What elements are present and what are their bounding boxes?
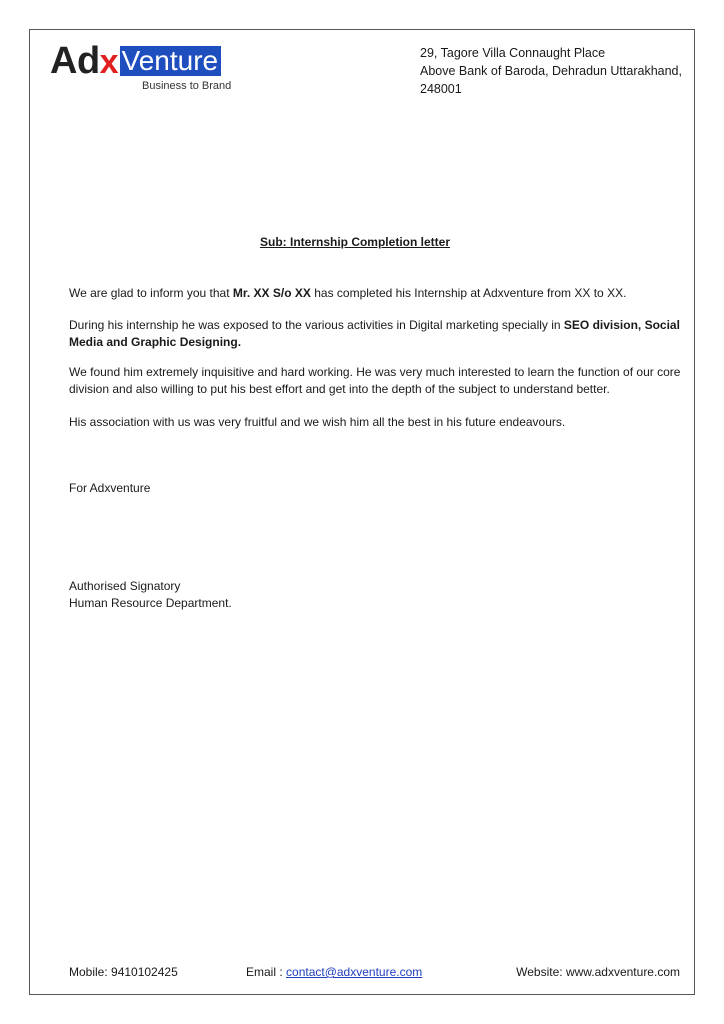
page-border: [29, 29, 695, 995]
footer-website: Website: www.adxventure.com: [516, 965, 680, 979]
email-label: Email :: [246, 965, 287, 979]
address-line-1: 29, Tagore Villa Connaught Place: [420, 46, 606, 60]
email-link[interactable]: contact@adxventure.com: [286, 965, 423, 979]
logo-tagline: Business to Brand: [142, 80, 232, 92]
signatory-department: Human Resource Department.: [69, 596, 232, 610]
exposure-divisions: SEO division, Social Media and Graphic Designing.: [69, 318, 680, 349]
letter-subject: Sub: Internship Completion letter: [259, 235, 450, 249]
logo-ad-text: Ad: [50, 40, 100, 82]
paragraph-performance: We found him extremely inquisitive and hard working. He was very much interested to learn the function of our core division and also willing to put his best effort and get into the depth of the subject to understand better.: [69, 365, 681, 396]
exposure-text: During his internship he was exposed to the various activities in Digital marketing specially in: [69, 318, 564, 332]
closing-line: For Adxventure: [69, 481, 151, 495]
paragraph-wishes: His association with us was very fruitful and we wish him all the best in his future endeavours.: [69, 415, 566, 429]
footer-mobile: Mobile: 9410102425: [69, 965, 178, 979]
logo-wordmark: [50, 41, 221, 81]
signatory-title: Authorised Signatory: [69, 579, 181, 593]
signatory-block: [69, 578, 691, 612]
paragraph-exposure: [69, 317, 691, 351]
address-line-3: 248001: [420, 82, 462, 96]
logo-x-text: x: [99, 43, 119, 81]
paragraph-intro: [69, 285, 691, 302]
intern-name: Mr. XX S/o XX: [232, 286, 311, 300]
intro-text-start: We are glad to inform you that: [69, 286, 233, 300]
footer-email: [246, 965, 422, 979]
company-address: [420, 44, 682, 98]
intro-text-end: has completed his Internship at Adxventure from XX to XX.: [310, 286, 627, 300]
company-logo: [50, 41, 246, 93]
address-line-2: Above Bank of Baroda, Dehradun Uttarakhand,: [420, 64, 682, 78]
logo-venture-text: Venture: [120, 46, 222, 76]
